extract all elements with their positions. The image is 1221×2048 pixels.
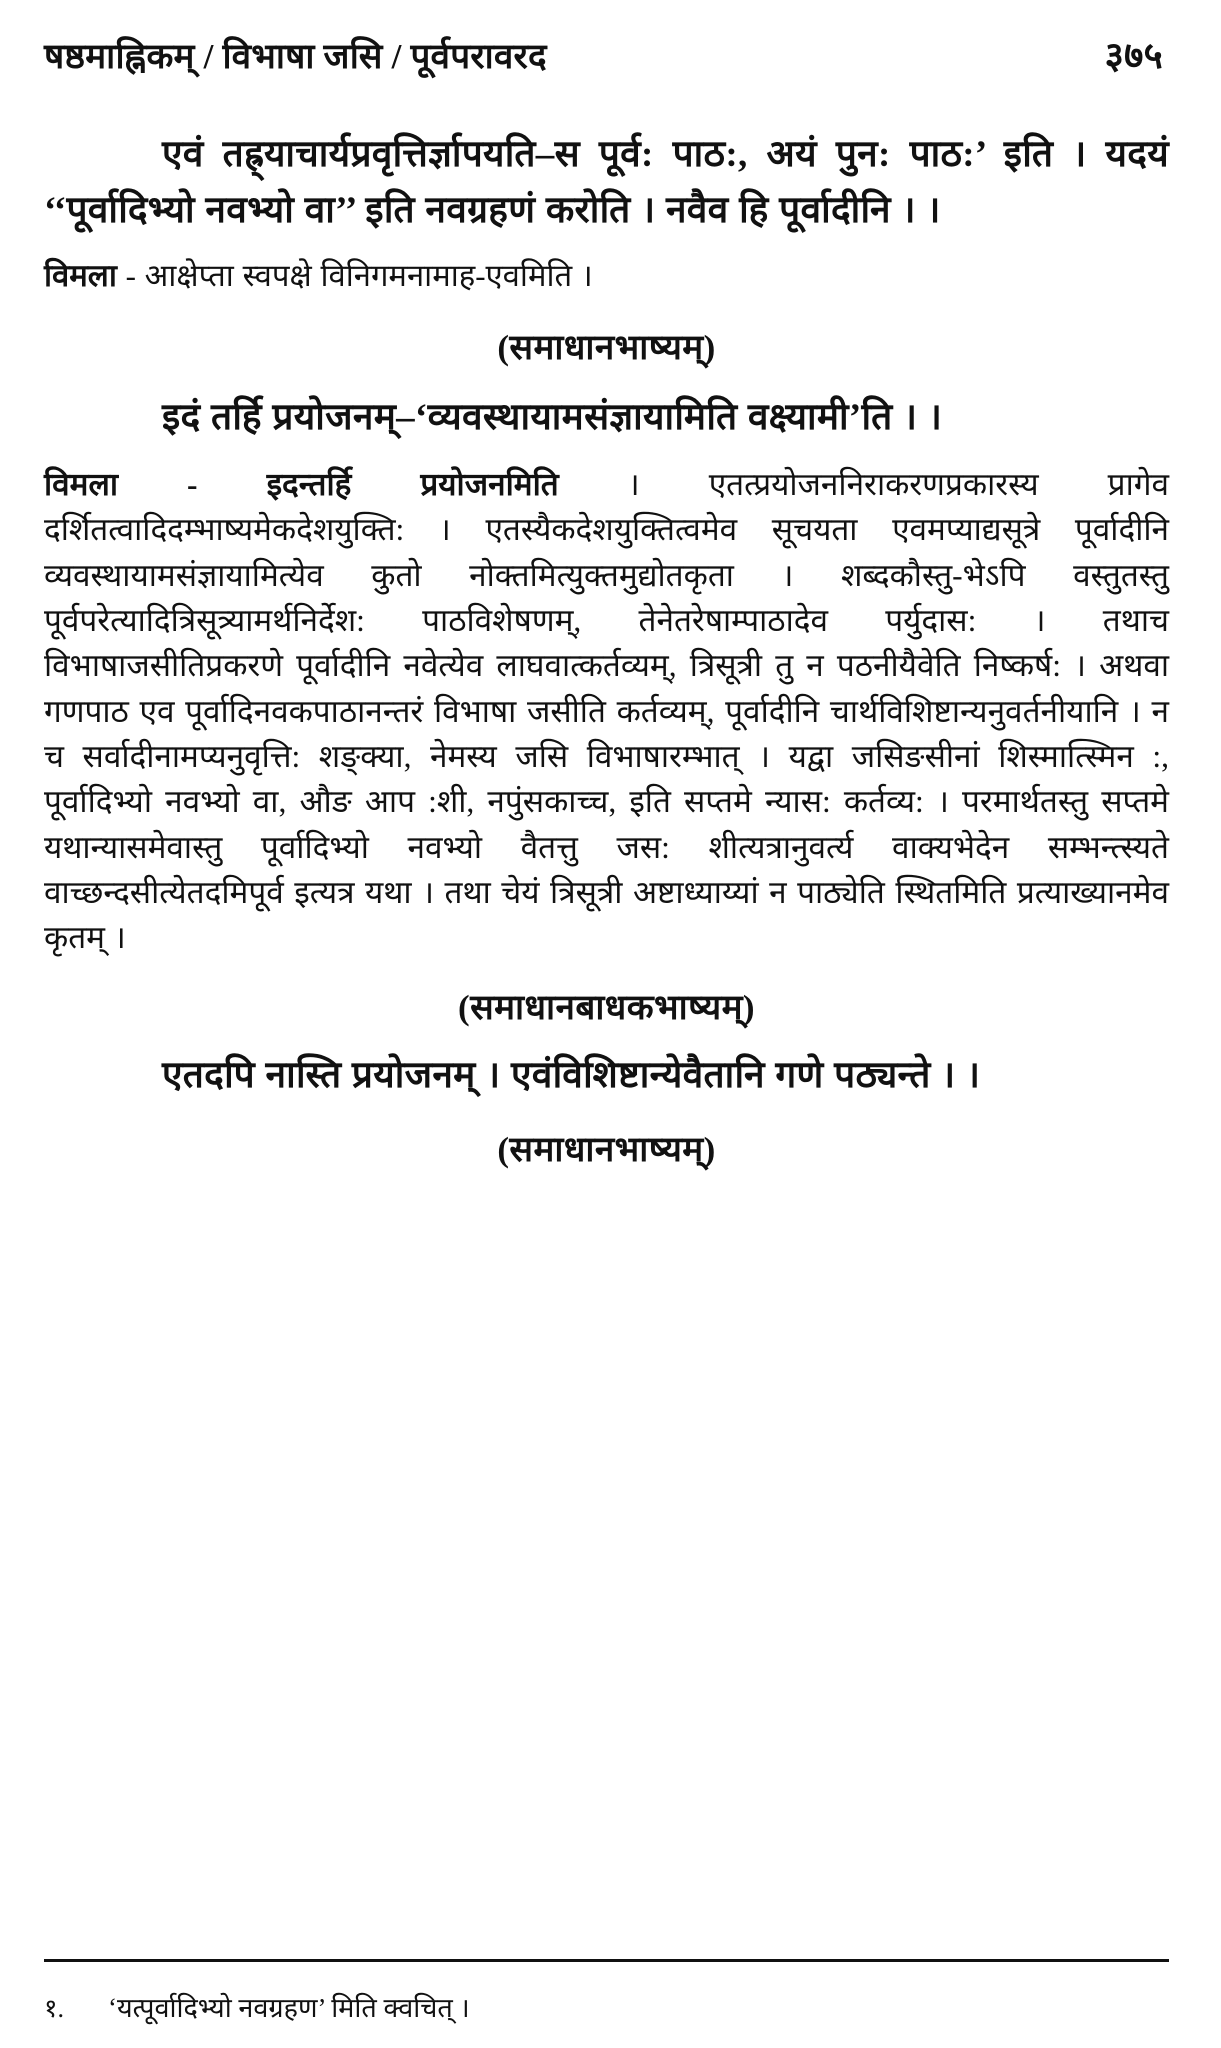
vimala-text-1: - आक्षेप्ता स्वपक्षे विनिगमनामाह-एवमिति । (116, 258, 593, 293)
bhashya-paragraph-3 (44, 1048, 1169, 1104)
footnote (44, 1991, 1169, 2026)
bhashya-paragraph-2 (44, 390, 1169, 446)
vimala-lead-2: विमला - इदन्तर्हि प्रयोजनमिति (44, 466, 559, 502)
bhashya-text-2: इदं तर्हि प्रयोजनम्–‘व्यवस्थायामसंज्ञायामिति वक्ष्यामी’ति । । (162, 397, 943, 439)
vimala-paragraph-2 (44, 462, 1169, 961)
vimala-text-2: । एतत्प्रयोजननिराकरणप्रकारस्य प्रागेव दर्शितत्वादिदम्भाष्यमेकदेशयुक्ति: । एतस्यैकदेशयुक्तित्वमेव सूचयता एवमप्याद्यसूत्रे पूर्वादीनि व्यवस्थायामसंज्ञायामित्येव कुतो नोक्तमित्युक्तमुद्योतकृता । शब्दकौस्तु-भेऽपि वस्तुतस्तु पूर्वपरेत्यादित्रिसूत्र्यामर्थनिर्देश: पाठविशेषणम्, तेनेतरेषाम्पाठादेव पर्युदास: । तथाच विभाषाजसीतिप्रकरणे पूर्वादीनि नवेत्येव लाघवात्कर्तव्यम्, त्रिसूत्री तु न पठनीयैवेति निष्कर्ष: । अथवा गणपाठ एव पूर्वादिनवकपाठानन्तरं विभाषा जसीति कर्तव्यम्, पूर्वादीनि चार्थविशिष्टान्यनुवर्तनीयानि । न च सर्वादीनामप्यनुवृत्ति: शङ्क्या, नेमस्य जसि विभाषारम्भात् । यद्वा जसिङसीनां शिस्मात्स्मिन :, पूर्वादिभ्यो नवभ्यो वा, औङ आप :शी, नपुंसकाच्च, इति सप्तमे न्यास: कर्तव्य: । परमार्थतस्तु सप्तमे यथान्यासमेवास्तु पूर्वादिभ्यो नवभ्यो वैतत्तु जस: शीत्यत्रानुवर्त्य वाक्यभेदेन सम्भन्त्स्यते वाच्छन्दसीत्येतदमिपूर्व इत्यत्र यथा । तथा चेयं त्रिसूत्री अष्टाध्याय्यां न पाठ्येति स्थितमिति प्रत्याख्यानमेव कृतम् । (44, 466, 1169, 956)
running-title: षष्ठमाह्निकम् / विभाषा जसि / पूर्वपरावरद (44, 37, 547, 76)
vimala-paragraph-1 (44, 254, 1169, 297)
bhashya-paragraph-1 (44, 127, 1169, 238)
footnote-text: ‘यत्पूर्वादिभ्यो नवग्रहण’ मिति क्वचित् । (108, 1992, 470, 2023)
page-header (44, 28, 1169, 83)
page-number: ३७५ (1104, 36, 1163, 77)
bhashya-text-3: एतदपि नास्ति प्रयोजनम् । एवंविशिष्टान्येवैतानि गणे पठ्यन्ते । । (162, 1054, 981, 1096)
heading-samadhana-badhaka-bhashyam: (समाधानबाधकभाष्यम्) (458, 987, 755, 1027)
heading-samadhana-bhashyam-2: (समाधानभाष्यम्) (497, 1130, 716, 1170)
footnote-number: १. (44, 1993, 65, 2023)
heading-samadhana-bhashyam-1: (समाधानभाष्यम्) (497, 328, 716, 368)
footnote-divider (44, 1959, 1169, 1962)
page-body (44, 127, 1169, 1172)
bhashya-text-1: एवं तह्र्याचार्यप्रवृत्तिर्ज्ञापयति–स पूर्व: पाठ:, अयं पुन: पाठ:’ इति । यदयं ‘‘पूर्वादिभ्यो नवभ्यो वा’’ इति नवग्रहणं करोति । नवैव हि पूर्वादीनि । । (44, 134, 1169, 231)
vimala-lead-1: विमला (44, 258, 117, 293)
